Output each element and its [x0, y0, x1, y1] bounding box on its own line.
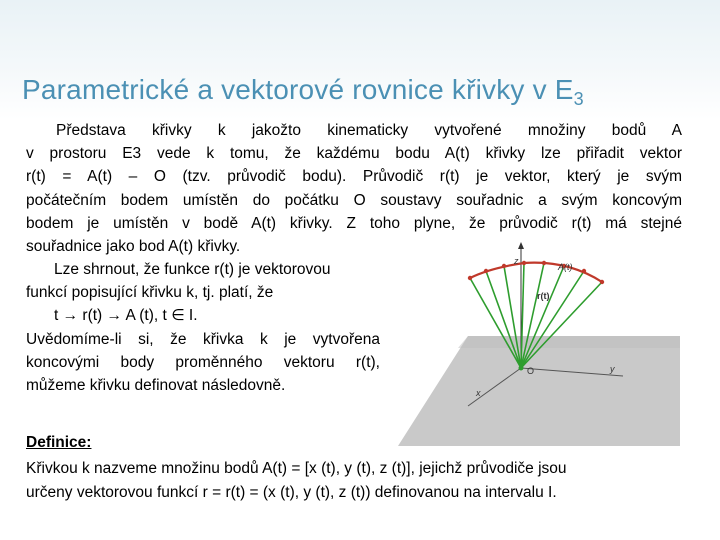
p2-line-2: funkcí popisující křivku k, tj. platí, že — [26, 284, 274, 302]
p2-line-4: koncovými body proměnného vektoru r(t), — [26, 353, 380, 371]
curve-point — [502, 264, 506, 268]
origin-point — [519, 366, 524, 371]
p2-formula: t → r(t) → A (t), t ∈ I. — [54, 307, 198, 325]
p1-line-1: Představa křivky k jakožto kinematicky vytvořené množiny bodů A — [56, 122, 682, 139]
label-r: r(t) — [537, 291, 550, 301]
label-A: A(t) — [558, 262, 573, 272]
curve-point — [542, 261, 546, 265]
curve-vector-figure — [398, 236, 680, 446]
p2-line-3: Uvědomíme-li si, že křivka k je vytvořena — [26, 330, 380, 348]
paragraph-summary — [26, 258, 380, 397]
title-subscript: 3 — [573, 89, 584, 109]
label-z: z — [514, 256, 519, 266]
p1-line-6: souřadnice jako bod A(t) křivky. — [26, 238, 241, 256]
p1-line-4: počátečním bodem umístěn do počátku O soustavy souřadnic a svým koncovým — [26, 191, 682, 209]
plane-shade — [458, 336, 680, 348]
curve-point — [600, 280, 604, 284]
slide-title — [22, 74, 712, 110]
label-y: y — [610, 364, 615, 374]
figure-svg — [398, 236, 680, 446]
curve-point — [522, 261, 526, 265]
p1-line-2: v prostoru E3 vede k tomu, že každému bodu A(t) křivky lze přiřadit vektor — [26, 145, 682, 163]
curve-point — [468, 276, 472, 280]
definition-heading: Definice: — [26, 434, 92, 451]
curve-point — [582, 269, 586, 273]
label-O: O — [527, 366, 535, 376]
label-x: x — [476, 388, 481, 398]
curve-point — [484, 269, 488, 273]
definition-text — [26, 457, 682, 505]
p1-line-5: bodem je umístěn v bodě A(t) křivky. Z toho plyne, že průvodič r(t) má stejné — [26, 214, 682, 232]
title-text: Parametrické a vektorové rovnice křivky v E — [22, 74, 574, 105]
definition-line-1: Křivkou k nazveme množinu bodů A(t) = [x (t), y (t), z (t)], jejichž průvodiče jsou — [26, 460, 567, 477]
p1-line-3: r(t) = A(t) – O (tzv. průvodič bodu). Průvodič r(t) je vektor, který je svým — [26, 168, 682, 186]
definition-line-2: určeny vektorovou funkcí r = r(t) = (x (t), y (t), z (t)) definovanou na intervalu I. — [26, 484, 557, 501]
p2-line-5: můžeme křivku definovat následovně. — [26, 377, 286, 395]
p2-line-1: Lze shrnout, že funkce r(t) je vektorovou — [54, 261, 331, 278]
